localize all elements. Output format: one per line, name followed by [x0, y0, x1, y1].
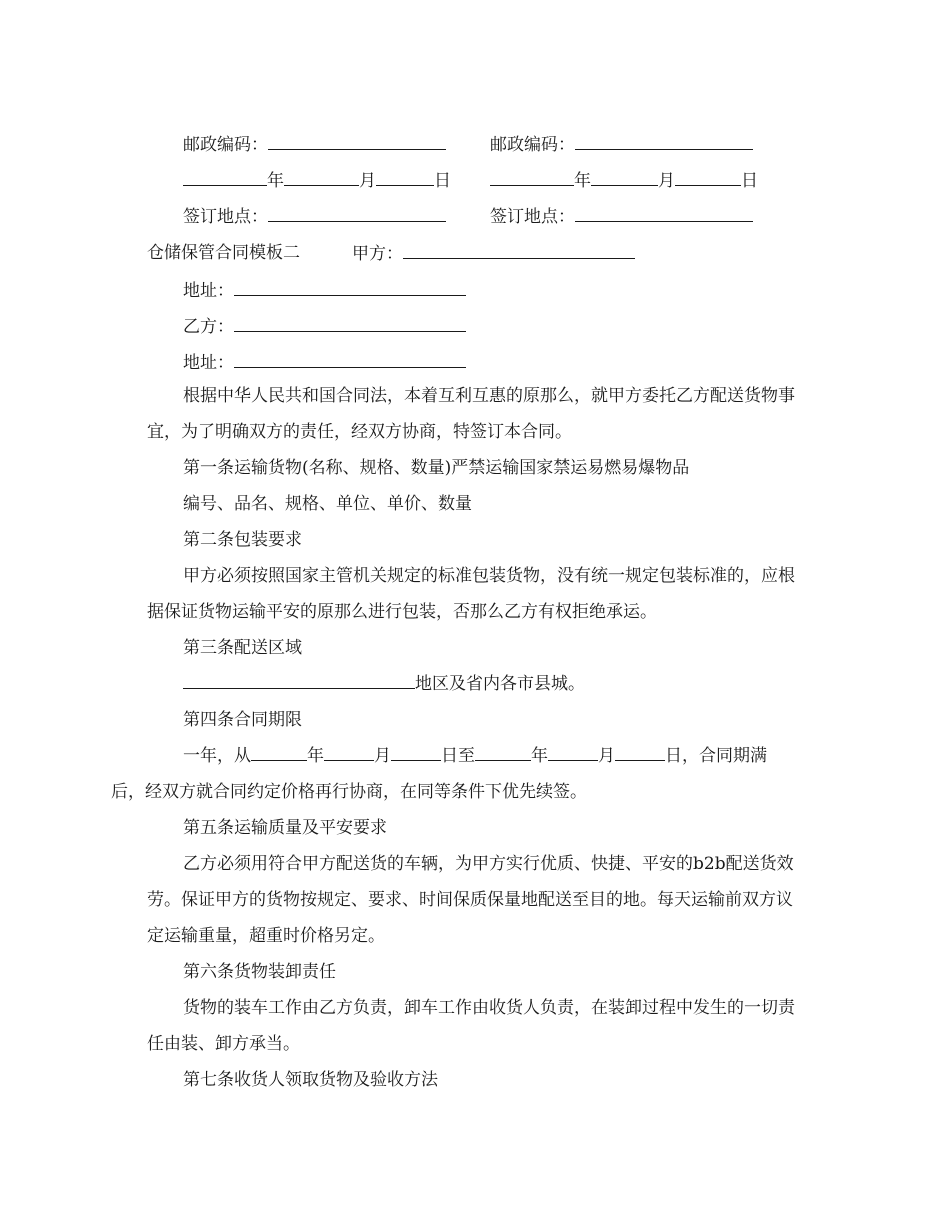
sign-place-label: 签订地点：	[490, 207, 575, 227]
day-label: 日	[434, 171, 451, 191]
address-b-row	[183, 351, 466, 374]
year-label: 年	[531, 746, 548, 766]
date-right	[490, 169, 758, 192]
end-year-blank[interactable]	[475, 744, 531, 761]
sign-place-right	[490, 205, 753, 228]
clause-1-fields: 编号、品名、规格、单位、单价、数量	[183, 494, 472, 514]
party-b-row	[183, 315, 466, 338]
end-day-blank[interactable]	[615, 744, 665, 761]
clause-4-title: 第四条合同期限	[183, 710, 302, 730]
intro-paragraph: 根据中华人民共和国合同法，本着互利互惠的原那么，就甲方委托乙方配送货物事宜，为了明确双方的责任，经双方协商，特签订本合同。	[147, 386, 795, 442]
address-label: 地址：	[183, 281, 234, 301]
year-label: 年	[574, 171, 591, 191]
clause-2-title: 第二条包装要求	[183, 530, 302, 550]
month-label: 月	[359, 171, 376, 191]
day-blank[interactable]	[376, 169, 434, 186]
clause-6-title: 第六条货物装卸责任	[183, 962, 336, 982]
address-a-blank[interactable]	[234, 279, 466, 296]
clause-6-body: 货物的装车工作由乙方负责，卸车工作由收货人负责，在装卸过程中发生的一切责任由装、卸方承当。	[147, 998, 795, 1054]
day-label: 日	[665, 746, 682, 766]
day-label: 日	[441, 746, 458, 766]
clause-7-title: 第七条收货人领取货物及验收方法	[183, 1070, 438, 1090]
month-label: 月	[374, 746, 391, 766]
month-blank[interactable]	[284, 169, 359, 186]
year-blank[interactable]	[490, 169, 574, 186]
postal-code-right	[490, 133, 753, 156]
clause-5-title: 第五条运输质量及平安要求	[183, 818, 387, 838]
day-blank[interactable]	[675, 169, 741, 186]
contract-body	[111, 378, 807, 1098]
address-a-row	[183, 279, 466, 302]
clause-4-period	[111, 738, 807, 810]
document-title: 仓储保管合同模板二	[147, 243, 300, 263]
sign-place-blank[interactable]	[268, 205, 446, 222]
clause-5-body: 乙方必须用符合甲方配送货的车辆，为甲方实行优质、快捷、平安的b2b配送货效劳。保证甲方的货物按规定、要求、时间保质保量地配送至目的地。每天运输前双方议定运输重量，超重时价格另定。	[147, 854, 794, 946]
clause-2-body: 甲方必须按照国家主管机关规定的标准包装货物，没有统一规定包装标准的，应根据保证货物运输平安的原那么进行包装，否那么乙方有权拒绝承运。	[147, 566, 795, 622]
start-month-blank[interactable]	[324, 744, 374, 761]
clause-4-prefix: 一年，从	[183, 746, 251, 766]
clause-3-title: 第三条配送区域	[183, 638, 302, 658]
clause-4-suffix: ，合同期满	[682, 746, 767, 766]
day-label: 日	[741, 171, 758, 191]
party-a-blank[interactable]	[403, 242, 635, 259]
clause-3-body: 地区及省内各市县城。	[415, 674, 585, 694]
postal-code-label: 邮政编码：	[183, 135, 268, 155]
clause-4-body: 后，经双方就合同约定价格再行协商，在同等条件下优先续签。	[111, 782, 587, 802]
party-b-label: 乙方：	[183, 317, 234, 337]
year-label: 年	[307, 746, 324, 766]
month-blank[interactable]	[591, 169, 658, 186]
postal-code-label: 邮政编码：	[490, 135, 575, 155]
year-blank[interactable]	[183, 169, 267, 186]
start-day-blank[interactable]	[391, 744, 441, 761]
region-blank[interactable]	[183, 672, 415, 689]
start-year-blank[interactable]	[251, 744, 307, 761]
year-label: 年	[267, 171, 284, 191]
month-label: 月	[598, 746, 615, 766]
party-a-label: 甲方：	[352, 244, 403, 264]
month-label: 月	[658, 171, 675, 191]
address-b-blank[interactable]	[234, 351, 466, 368]
end-month-blank[interactable]	[548, 744, 598, 761]
clause-1-title: 第一条运输货物(名称、规格、数量)严禁运输国家禁运易燃易爆物品	[183, 458, 690, 478]
postal-code-blank[interactable]	[268, 133, 446, 150]
date-left	[183, 169, 451, 192]
sign-place-label: 签订地点：	[183, 207, 268, 227]
party-b-blank[interactable]	[234, 315, 466, 332]
contract-title	[147, 242, 300, 264]
clause-3-row	[147, 666, 807, 702]
address-label: 地址：	[183, 353, 234, 373]
party-a-row	[352, 242, 635, 265]
clause-4-to: 至	[458, 746, 475, 766]
postal-code-left	[183, 133, 446, 156]
sign-place-blank[interactable]	[575, 205, 753, 222]
sign-place-left	[183, 205, 446, 228]
postal-code-blank[interactable]	[575, 133, 753, 150]
